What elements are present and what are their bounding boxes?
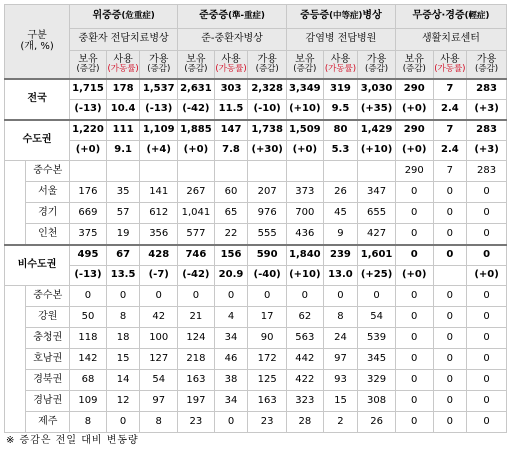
table-cell: 38 (214, 370, 248, 391)
summary-cell: 1,109 (140, 120, 178, 141)
region-summary-row (5, 120, 507, 141)
table-cell: 14 (106, 370, 140, 391)
table-cell: 21 (178, 307, 215, 328)
change-cell: 2.4 (433, 141, 467, 161)
bed-status-table (4, 4, 507, 433)
col-header-held (287, 51, 324, 80)
table-cell: 0 (395, 391, 433, 412)
summary-cell: 1,537 (140, 79, 178, 100)
table-cell: 2 (323, 412, 358, 433)
col-header-label: 보유 (295, 53, 315, 65)
table-cell: 0 (106, 286, 140, 307)
group-header-mild (395, 5, 506, 29)
change-cell: (+0) (70, 141, 107, 161)
change-cell: 11.5 (214, 100, 248, 121)
table-cell: 197 (178, 391, 215, 412)
table-cell: 54 (358, 307, 396, 328)
table-cell: 700 (287, 203, 324, 224)
table-cell: 60 (214, 182, 248, 203)
change-cell: (-13) (140, 100, 178, 121)
table-cell: 563 (287, 328, 324, 349)
col-header-note: (증감) (365, 64, 389, 75)
change-cell: (+10) (287, 266, 324, 286)
table-cell: 329 (358, 370, 396, 391)
col-header-label: 가용 (257, 53, 277, 65)
table-cell (214, 161, 248, 182)
col-header-note: (증감) (402, 64, 426, 75)
change-cell: 9.1 (106, 141, 140, 161)
sub-region-name: 호남권 (26, 349, 70, 370)
change-cell: (-42) (178, 100, 215, 121)
table-cell: 539 (358, 328, 396, 349)
table-cell: 4 (214, 307, 248, 328)
table-cell: 172 (248, 349, 287, 370)
change-cell: (-42) (178, 266, 215, 286)
table-cell: 373 (287, 182, 324, 203)
summary-cell: 290 (395, 79, 433, 100)
gubun-unit: (개, %) (20, 40, 54, 52)
table-cell: 0 (467, 370, 507, 391)
col-header-label: 보유 (404, 53, 424, 65)
region-change-row (5, 141, 507, 161)
change-cell: (-7) (140, 266, 178, 286)
col-header-used (433, 51, 467, 80)
change-cell: 10.4 (106, 100, 140, 121)
change-cell: 5.3 (323, 141, 358, 161)
col-header-label: 사용 (330, 53, 351, 65)
table-cell: 0 (433, 307, 467, 328)
table-cell: 0 (467, 182, 507, 203)
change-cell: (-40) (248, 266, 287, 286)
col-header-label: 사용 (113, 53, 133, 65)
change-cell: (+3) (467, 141, 507, 161)
change-cell: 2.4 (433, 100, 467, 121)
col-header-label: 사용 (440, 53, 460, 65)
change-cell: 9.5 (323, 100, 358, 121)
table-cell: 0 (433, 286, 467, 307)
change-cell: (+0) (467, 266, 507, 286)
footnote: ※ 증감은 전일 대비 변동량 (6, 435, 139, 446)
summary-cell: 7 (433, 120, 467, 141)
table-cell: 176 (70, 182, 107, 203)
group-header-semicritical (178, 5, 287, 29)
table-cell: 28 (287, 412, 324, 433)
table-cell: 555 (248, 224, 287, 246)
col-header-note: (증감) (76, 64, 100, 75)
table-cell (287, 161, 324, 182)
col-header-label: 사용 (221, 53, 241, 65)
table-cell: 42 (140, 307, 178, 328)
table-cell: 68 (70, 370, 107, 391)
summary-cell: 1,509 (287, 120, 324, 141)
change-cell: (+3) (467, 100, 507, 121)
table-cell: 0 (433, 412, 467, 433)
table-cell: 26 (358, 412, 396, 433)
table-cell: 0 (323, 286, 358, 307)
table-cell: 0 (214, 412, 248, 433)
table-cell: 436 (287, 224, 324, 246)
table-cell: 125 (248, 370, 287, 391)
group-qualifier: (危重症) (121, 11, 155, 22)
summary-cell: 1,220 (70, 120, 107, 141)
summary-cell: 590 (248, 245, 287, 266)
table-cell: 65 (214, 203, 248, 224)
table-cell: 0 (395, 328, 433, 349)
summary-cell: 2,328 (248, 79, 287, 100)
table-cell: 323 (287, 391, 324, 412)
sub-region-row (5, 349, 507, 370)
table-cell: 12 (106, 391, 140, 412)
change-cell: (-10) (248, 100, 287, 121)
summary-cell: 67 (106, 245, 140, 266)
group-name: 준중증 (199, 10, 229, 22)
group-name: 무증상·경증 (412, 10, 465, 22)
change-cell: 7.8 (214, 141, 248, 161)
table-cell: 8 (70, 412, 107, 433)
table-cell: 0 (248, 286, 287, 307)
group-subtitle: 준-중환자병상 (178, 29, 287, 51)
change-cell: (+10) (287, 100, 324, 121)
table-cell: 0 (358, 286, 396, 307)
col-header-used (214, 51, 248, 80)
table-cell: 9 (323, 224, 358, 246)
table-cell: 90 (248, 328, 287, 349)
table-cell: 124 (178, 328, 215, 349)
table-cell: 0 (395, 349, 433, 370)
sub-region-row (5, 370, 507, 391)
sub-region-row (5, 224, 507, 246)
sub-region-row (5, 412, 507, 433)
summary-cell: 0 (433, 245, 467, 266)
summary-cell: 1,429 (358, 120, 396, 141)
summary-cell: 80 (323, 120, 358, 141)
table-cell: 669 (70, 203, 107, 224)
summary-cell: 283 (467, 79, 507, 100)
region-change-row (5, 100, 507, 121)
table-cell: 0 (140, 286, 178, 307)
summary-cell: 239 (323, 245, 358, 266)
summary-cell: 178 (106, 79, 140, 100)
col-header-note: (가동률) (107, 64, 139, 75)
sub-region-name: 인천 (26, 224, 70, 246)
table-cell: 0 (395, 203, 433, 224)
table-cell: 283 (467, 161, 507, 182)
region-name: 전국 (5, 79, 70, 120)
col-header-held (70, 51, 107, 80)
table-cell: 50 (70, 307, 107, 328)
table-cell: 0 (395, 412, 433, 433)
table-cell: 46 (214, 349, 248, 370)
sub-region-name: 제주 (26, 412, 70, 433)
summary-cell: 1,840 (287, 245, 324, 266)
summary-cell: 290 (395, 120, 433, 141)
table-cell: 17 (248, 307, 287, 328)
table-cell: 0 (433, 391, 467, 412)
summary-cell: 111 (106, 120, 140, 141)
table-cell: 26 (323, 182, 358, 203)
table-cell: 34 (214, 391, 248, 412)
table-cell (70, 161, 107, 182)
group-qualifier: (中等症) (329, 11, 363, 22)
table-cell: 100 (140, 328, 178, 349)
table-cell: 15 (323, 391, 358, 412)
col-header-note: (증감) (147, 64, 171, 75)
table-cell: 0 (467, 307, 507, 328)
change-cell: (+30) (248, 141, 287, 161)
table-cell: 1,041 (178, 203, 215, 224)
table-cell: 290 (395, 161, 433, 182)
change-cell: (+0) (395, 100, 433, 121)
col-header-note: (증감) (475, 64, 499, 75)
table-cell: 97 (140, 391, 178, 412)
indent-cell (5, 161, 26, 246)
table-cell: 0 (467, 286, 507, 307)
sub-region-name: 중수본 (26, 161, 70, 182)
sub-region-row (5, 307, 507, 328)
col-header-avail (248, 51, 287, 80)
table-cell: 0 (433, 224, 467, 246)
summary-cell: 147 (214, 120, 248, 141)
summary-cell: 319 (323, 79, 358, 100)
col-header-avail (358, 51, 396, 80)
sub-region-row (5, 182, 507, 203)
group-subtitle: 생활치료센터 (395, 29, 506, 51)
table-cell: 93 (323, 370, 358, 391)
table-cell: 7 (433, 161, 467, 182)
region-change-row (5, 266, 507, 286)
table-cell: 62 (287, 307, 324, 328)
table-cell: 347 (358, 182, 396, 203)
table-cell (106, 161, 140, 182)
sub-region-name: 경기 (26, 203, 70, 224)
table-cell: 19 (106, 224, 140, 246)
table-cell: 422 (287, 370, 324, 391)
col-header-label: 보유 (186, 53, 206, 65)
change-cell: (+0) (395, 266, 433, 286)
summary-cell: 0 (395, 245, 433, 266)
table-cell: 0 (395, 224, 433, 246)
sub-region-name: 강원 (26, 307, 70, 328)
region-summary-row (5, 245, 507, 266)
table-cell: 35 (106, 182, 140, 203)
summary-cell: 7 (433, 79, 467, 100)
table-cell: 0 (106, 412, 140, 433)
table-cell: 345 (358, 349, 396, 370)
table-cell: 0 (395, 286, 433, 307)
sub-region-row (5, 161, 507, 182)
group-suffix: 병상 (362, 10, 382, 22)
sub-region-row (5, 328, 507, 349)
table-cell (178, 161, 215, 182)
table-cell: 0 (287, 286, 324, 307)
table-cell: 0 (467, 391, 507, 412)
change-cell: 20.9 (214, 266, 248, 286)
change-cell: 13.0 (323, 266, 358, 286)
group-qualifier: (輕症) (464, 11, 490, 22)
table-cell: 57 (106, 203, 140, 224)
summary-cell: 1,715 (70, 79, 107, 100)
change-cell: (+0) (178, 141, 215, 161)
summary-cell: 0 (467, 245, 507, 266)
sub-region-name: 중수본 (26, 286, 70, 307)
table-cell: 0 (395, 370, 433, 391)
table-cell: 54 (140, 370, 178, 391)
table-cell: 15 (106, 349, 140, 370)
table-cell: 0 (467, 412, 507, 433)
sub-region-row (5, 391, 507, 412)
table-cell: 0 (70, 286, 107, 307)
change-cell: 13.5 (106, 266, 140, 286)
table-cell: 0 (467, 224, 507, 246)
col-header-held (178, 51, 215, 80)
table-cell: 118 (70, 328, 107, 349)
col-header-note: (가동률) (434, 64, 466, 75)
col-header-note: (가동률) (215, 64, 247, 75)
change-cell: (-13) (70, 100, 107, 121)
table-cell: 109 (70, 391, 107, 412)
summary-cell: 495 (70, 245, 107, 266)
sub-region-name: 충청권 (26, 328, 70, 349)
sub-region-row (5, 286, 507, 307)
change-cell: (+0) (395, 141, 433, 161)
table-cell: 976 (248, 203, 287, 224)
group-qualifier: (準-重症) (228, 11, 265, 22)
table-cell (248, 161, 287, 182)
table-cell: 612 (140, 203, 178, 224)
col-header-label: 가용 (366, 53, 387, 65)
table-cell: 0 (467, 349, 507, 370)
group-name: 위중증 (92, 10, 122, 22)
table-cell: 0 (395, 307, 433, 328)
table-cell (323, 161, 358, 182)
summary-cell: 1,738 (248, 120, 287, 141)
change-cell: (+25) (358, 266, 396, 286)
table-cell: 22 (214, 224, 248, 246)
group-name: 중등증 (300, 10, 330, 22)
table-cell: 207 (248, 182, 287, 203)
sub-region-name: 경남권 (26, 391, 70, 412)
col-header-avail (467, 51, 507, 80)
summary-cell: 1,885 (178, 120, 215, 141)
table-cell: 18 (106, 328, 140, 349)
group-subtitle: 중환자 전담치료병상 (70, 29, 178, 51)
col-header-note: (증감) (293, 64, 317, 75)
table-cell: 267 (178, 182, 215, 203)
summary-cell: 303 (214, 79, 248, 100)
table-cell: 0 (433, 203, 467, 224)
table-cell: 427 (358, 224, 396, 246)
region-summary-row (5, 79, 507, 100)
table-cell: 655 (358, 203, 396, 224)
table-cell: 34 (214, 328, 248, 349)
summary-cell: 3,349 (287, 79, 324, 100)
change-cell: (+10) (358, 141, 396, 161)
sub-region-row (5, 203, 507, 224)
sub-region-name: 경북권 (26, 370, 70, 391)
table-cell: 0 (433, 370, 467, 391)
summary-cell: 428 (140, 245, 178, 266)
table-cell: 45 (323, 203, 358, 224)
table-cell: 0 (433, 328, 467, 349)
col-header-avail (140, 51, 178, 80)
indent-cell (5, 286, 26, 433)
table-cell: 97 (323, 349, 358, 370)
table-cell: 218 (178, 349, 215, 370)
table-cell: 308 (358, 391, 396, 412)
table-cell: 23 (248, 412, 287, 433)
region-name: 비수도권 (5, 245, 70, 286)
table-cell: 356 (140, 224, 178, 246)
group-header-critical (70, 5, 178, 29)
gubun-header (5, 5, 70, 80)
col-header-note: (가동률) (324, 64, 357, 75)
sub-region-name: 서울 (26, 182, 70, 203)
table-cell: 0 (178, 286, 215, 307)
table-cell: 0 (214, 286, 248, 307)
col-header-note: (증감) (184, 64, 208, 75)
table-cell: 142 (70, 349, 107, 370)
change-cell (433, 266, 467, 286)
table-cell: 0 (433, 182, 467, 203)
col-header-label: 가용 (149, 53, 169, 65)
col-header-used (106, 51, 140, 80)
table-cell: 577 (178, 224, 215, 246)
change-cell: (-13) (70, 266, 107, 286)
table-cell: 375 (70, 224, 107, 246)
table-cell: 163 (248, 391, 287, 412)
summary-cell: 2,631 (178, 79, 215, 100)
change-cell: (+4) (140, 141, 178, 161)
summary-cell: 1,601 (358, 245, 396, 266)
summary-cell: 156 (214, 245, 248, 266)
table-cell (358, 161, 396, 182)
table-cell: 8 (140, 412, 178, 433)
table-cell: 163 (178, 370, 215, 391)
gubun-label: 구분 (27, 30, 47, 41)
group-header-moderate (287, 5, 396, 29)
table-cell: 0 (433, 349, 467, 370)
change-cell: (+35) (358, 100, 396, 121)
table-cell: 0 (467, 203, 507, 224)
group-subtitle: 감염병 전담병원 (287, 29, 396, 51)
table-cell: 23 (178, 412, 215, 433)
table-cell (140, 161, 178, 182)
col-header-label: 보유 (78, 53, 98, 65)
table-cell: 24 (323, 328, 358, 349)
col-header-label: 가용 (476, 53, 497, 65)
table-cell: 442 (287, 349, 324, 370)
summary-cell: 3,030 (358, 79, 396, 100)
table-cell: 141 (140, 182, 178, 203)
change-cell: (+0) (287, 141, 324, 161)
col-header-note: (증감) (255, 64, 279, 75)
region-name: 수도권 (5, 120, 70, 161)
summary-cell: 283 (467, 120, 507, 141)
table-cell: 0 (467, 328, 507, 349)
table-cell: 8 (106, 307, 140, 328)
table-cell: 127 (140, 349, 178, 370)
col-header-held (395, 51, 433, 80)
table-cell: 0 (395, 182, 433, 203)
table-cell: 8 (323, 307, 358, 328)
col-header-used (323, 51, 358, 80)
summary-cell: 746 (178, 245, 215, 266)
